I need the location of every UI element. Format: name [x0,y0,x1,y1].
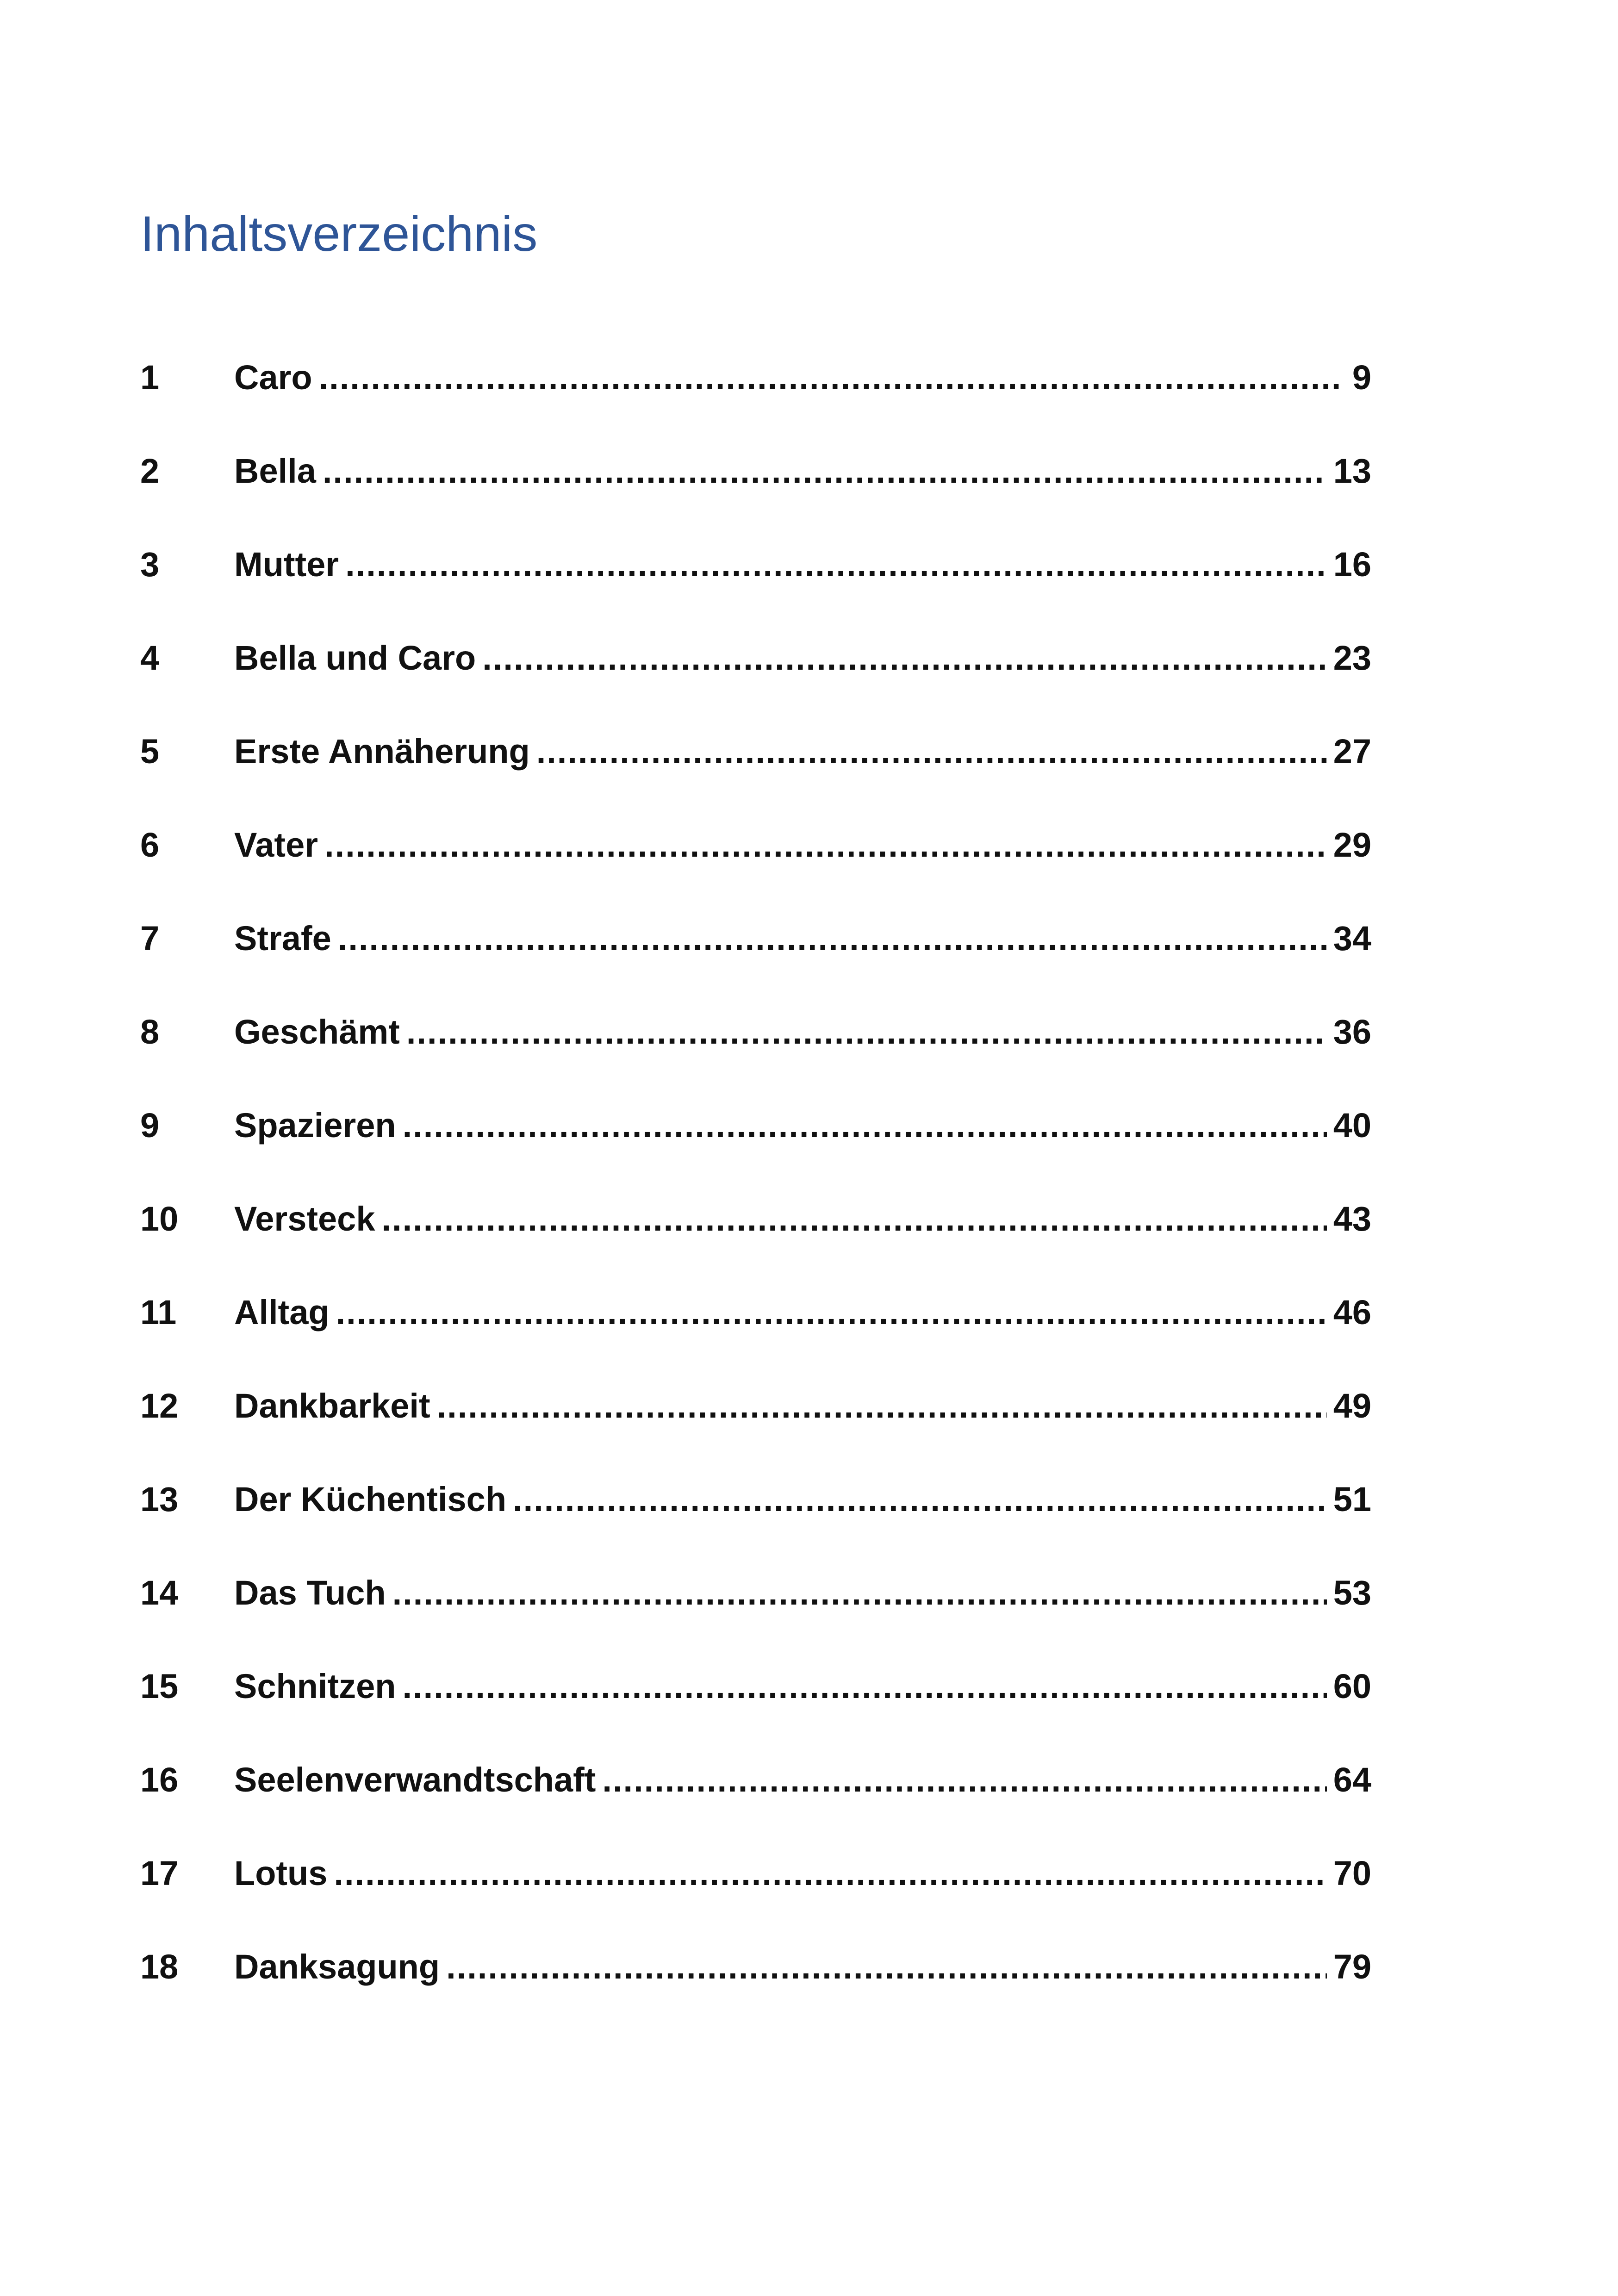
toc-dot-leader [403,1108,1327,1143]
toc-dot-leader [319,361,1343,395]
toc-entry-page: 34 [1327,921,1371,956]
toc-entry[interactable] [140,985,1371,1079]
toc-entry-number: 7 [140,919,160,958]
toc-title: Inhaltsverzeichnis [140,205,538,261]
toc-entry-title: Seelenverwandtschaft [234,1763,602,1797]
toc-entry[interactable] [140,1827,1371,1920]
toc-dot-leader [336,1295,1327,1330]
toc-entry-number: 10 [140,1200,179,1238]
toc-entry-number: 6 [140,826,160,864]
toc-entry-title: Das Tuch [234,1576,392,1610]
toc-dot-leader [406,1015,1327,1049]
toc-dot-leader [382,1202,1327,1236]
toc-entry-title: Der Küchentisch [234,1482,513,1517]
toc-entry-number: 18 [140,1948,179,1986]
toc-entry-number: 9 [140,1106,160,1145]
toc-entry-title: Versteck [234,1202,382,1236]
toc-entry[interactable] [140,892,1371,985]
toc-entry[interactable] [140,1172,1371,1266]
toc-entry-page: 29 [1327,828,1371,862]
toc-entry-title: Danksagung [234,1950,446,1984]
toc-dot-leader [324,828,1327,862]
toc-entry-title: Spazieren [234,1108,403,1143]
toc-entry-page: 27 [1327,734,1371,769]
toc-entry[interactable] [140,1079,1371,1172]
toc-entry[interactable] [140,518,1371,611]
toc-entry-title: Caro [234,361,319,395]
toc-entry-number: 16 [140,1761,179,1799]
toc-entry-page: 60 [1327,1669,1371,1704]
toc-list [140,331,1371,2014]
toc-entry-number: 3 [140,545,160,584]
toc-entry[interactable] [140,1733,1371,1827]
toc-dot-leader [323,454,1327,488]
toc-dot-leader [437,1389,1327,1423]
toc-entry-number: 5 [140,732,160,771]
toc-entry-title: Strafe [234,921,338,956]
toc-dot-leader [392,1576,1327,1610]
toc-dot-leader [402,1669,1326,1704]
toc-entry-number: 8 [140,1013,160,1051]
toc-entry-title: Dankbarkeit [234,1389,437,1423]
toc-entry[interactable] [140,424,1371,518]
toc-entry-number: 2 [140,452,160,490]
toc-dot-leader [602,1763,1326,1797]
toc-entry[interactable] [140,1359,1371,1453]
toc-entry-page: 16 [1327,548,1371,582]
toc-dot-leader [536,734,1327,769]
toc-entry[interactable] [140,1640,1371,1733]
toc-entry-title: Lotus [234,1856,334,1891]
toc-entry-title: Bella [234,454,323,488]
toc-entry[interactable] [140,705,1371,798]
toc-entry-page: 36 [1327,1015,1371,1049]
toc-entry-page: 64 [1327,1763,1371,1797]
toc-entry-page: 79 [1327,1950,1371,1984]
toc-entry-number: 14 [140,1574,179,1612]
toc-entry-page: 53 [1327,1576,1371,1610]
toc-dot-leader [338,921,1327,956]
toc-entry-page: 43 [1327,1202,1371,1236]
toc-entry[interactable] [140,1266,1371,1359]
toc-entry-number: 4 [140,639,160,677]
toc-entry-page: 46 [1327,1295,1371,1330]
toc-entry-number: 15 [140,1667,179,1705]
toc-entry-title: Vater [234,828,324,862]
toc-entry-number: 12 [140,1387,179,1425]
toc-entry[interactable] [140,1546,1371,1640]
toc-entry-page: 23 [1327,641,1371,675]
toc-entry-page: 9 [1343,361,1371,395]
toc-dot-leader [446,1950,1327,1984]
toc-entry[interactable] [140,1920,1371,2014]
toc-entry[interactable] [140,611,1371,705]
toc-entry[interactable] [140,331,1371,424]
toc-entry-number: 1 [140,358,160,397]
toc-entry-title: Erste Annäherung [234,734,536,769]
toc-entry[interactable] [140,798,1371,892]
toc-entry-number: 17 [140,1854,179,1892]
toc-dot-leader [482,641,1326,675]
toc-entry-title: Bella und Caro [234,641,482,675]
toc-entry-title: Geschämt [234,1015,406,1049]
toc-entry-page: 40 [1327,1108,1371,1143]
toc-dot-leader [334,1856,1326,1891]
toc-entry-page: 70 [1327,1856,1371,1891]
toc-entry-page: 13 [1327,454,1371,488]
toc-entry-number: 13 [140,1480,179,1518]
toc-entry-title: Schnitzen [234,1669,402,1704]
toc-entry-number: 11 [140,1293,177,1332]
toc-entry-title: Alltag [234,1295,336,1330]
toc-entry[interactable] [140,1453,1371,1546]
toc-dot-leader [345,548,1327,582]
toc-dot-leader [513,1482,1327,1517]
toc-entry-page: 51 [1327,1482,1371,1517]
toc-entry-page: 49 [1327,1389,1371,1423]
toc-entry-title: Mutter [234,548,345,582]
